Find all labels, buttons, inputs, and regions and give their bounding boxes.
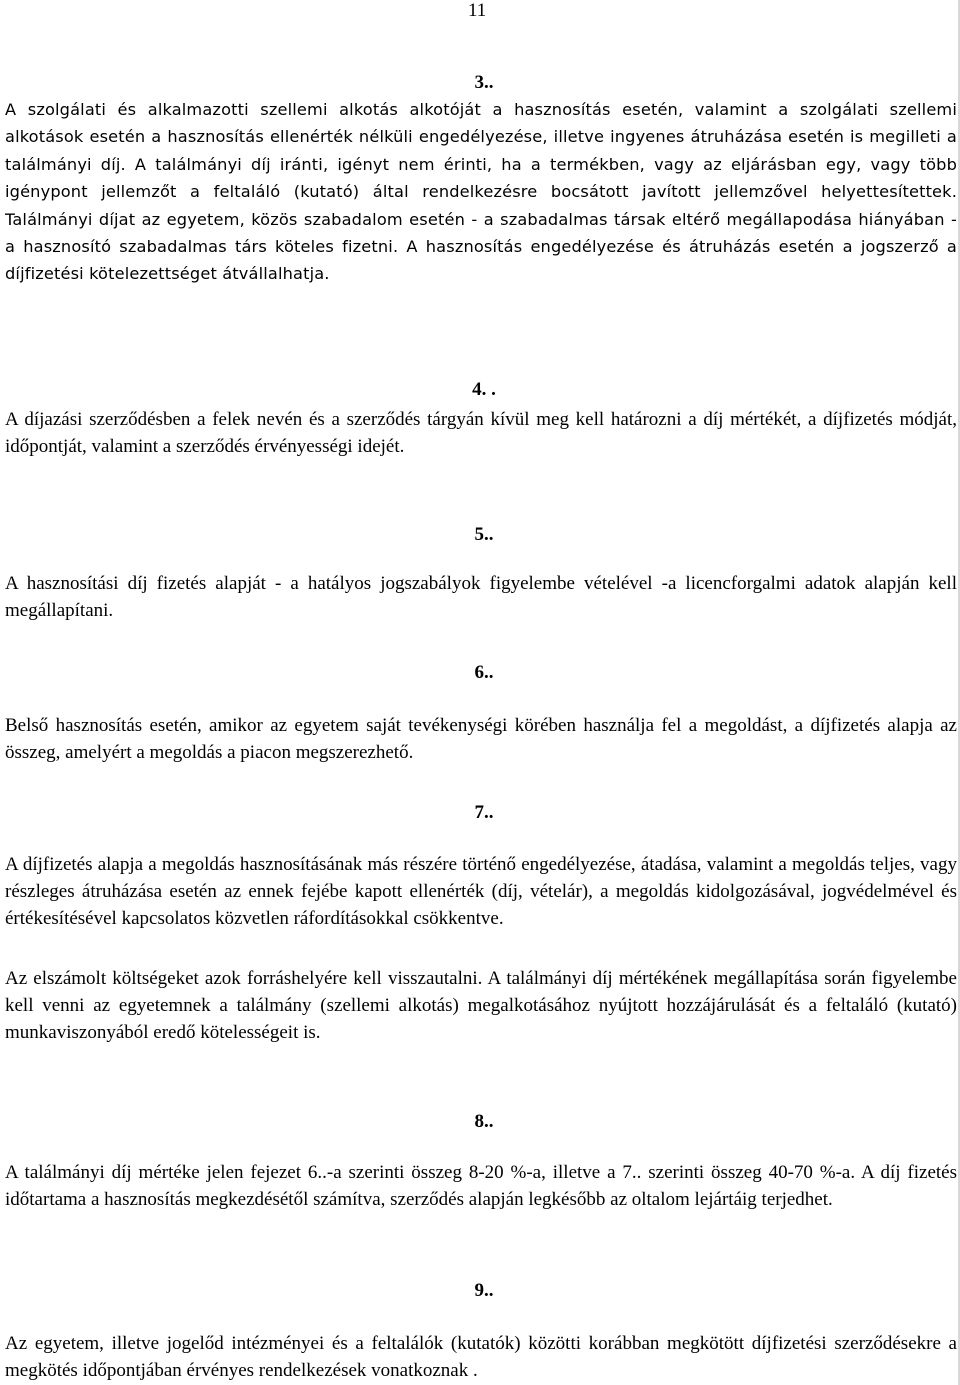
section-9-paragraph: Az egyetem, illetve jogelőd intézményei és a feltalálók (kutatók) közötti korábban megkötött díjfizetési szerződésekre a megkötés időpontjában érvényes rendelkezések vonatkoznak . (5, 1333, 957, 1381)
section-4-paragraph: A díjazási szerződésben a felek nevén és a szerződés tárgyán kívül meg kell határozni a díj mértékét, a díjfizetés módját, időpontját, valamint a szerződés érvényességi idejét. (5, 409, 957, 457)
section-heading-5: 5.. (474, 524, 494, 545)
section-heading-9: 9.. (474, 1280, 494, 1301)
section-8-paragraph: A találmányi díj mértéke jelen fejezet 6..-a szerinti összeg 8-20 %-a, illetve a 7.. szerinti összeg 40-70 %-a. A díj fizetés időtartama a hasznosítás megkezdésétől számítva, szerződés alapján legkésőbb az oltalom lejártáig terjedhet. (5, 1162, 957, 1210)
section-heading-4: 4. . (472, 379, 496, 400)
section-3-paragraph: A szolgálati és alkalmazotti szellemi alkotás alkotóját a hasznosítás esetén, valamint a szolgálati szellemi alkotások esetén a hasznosítás ellenérték nélküli engedélyezése, illetve ingyenes átruházása esetén is megilleti a találmányi díj. A találmányi díj iránti, igényt nem érinti, ha a termékben, vagy az eljárásban egy, vagy több igénypont jellemzőt a feltaláló (kutató) által rendelkezésre bocsátott javított jellemzővel helyettesítettek. Találmányi díjat az egyetem, közös szabadalom esetén - a szabadalmas társak eltérő megállapodása hiányában - a hasznosító szabadalmas társ köteles fizetni. A hasznosítás engedélyezése és átruházás esetén a jogszerző a díjfizetési kötelezettséget átvállalhatja. (5, 100, 957, 284)
page-number: 11 (468, 0, 487, 21)
section-6-paragraph: Belső hasznosítás esetén, amikor az egyetem saját tevékenységi körében használja fel a megoldást, a díjfizetés alapja az összeg, amelyért a megoldás a piacon megszerezhető. (5, 715, 957, 763)
section-7-paragraph-2: Az elszámolt költségeket azok forráshelyére kell visszautalni. A találmányi díj mértékének megállapítása során figyelembe kell venni az egyetemnek a találmány (szellemi alkotás) megalkotásához nyújtott hozzájárulását és a feltaláló (kutató) munkaviszonyából eredő kötelességeit is. (5, 968, 957, 1043)
section-heading-3: 3.. (474, 72, 494, 93)
section-heading-6: 6.. (474, 662, 494, 683)
section-7-paragraph-1: A díjfizetés alapja a megoldás hasznosításának más részére történő engedélyezése, átadása, valamint a megoldás teljes, vagy részleges átruházása esetén az ennek fejébe kapott ellenérték (díj, vételár), a megoldás kidolgozásával, jogvédelmével és értékesítésével kapcsolatos közvetlen ráfordításokkal csökkentve. (5, 854, 957, 929)
section-heading-8: 8.. (474, 1111, 494, 1132)
section-heading-7: 7.. (474, 802, 494, 823)
section-5-paragraph: A hasznosítási díj fizetés alapját - a hatályos jogszabályok figyelembe vételével -a licencforgalmi adatok alapján kell megállapítani. (5, 573, 957, 621)
